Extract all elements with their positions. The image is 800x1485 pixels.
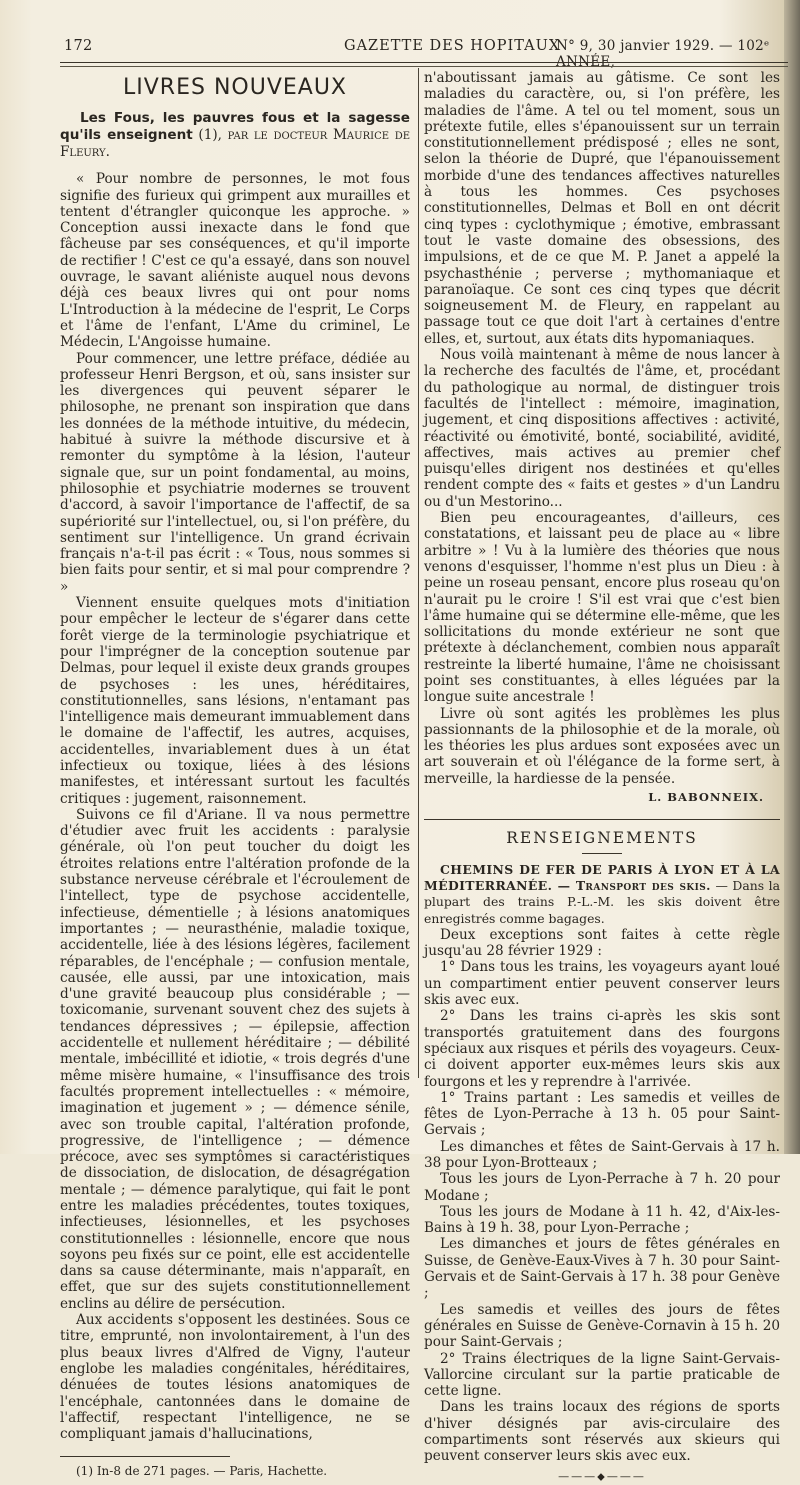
- header-rule-thin: [60, 66, 788, 67]
- notice-paragraph: Tous les jours de Modane à 11 h. 42, d'Aix-les-Bains à 19 h. 38, pour Lyon-Perrache ;: [424, 1203, 780, 1237]
- rail-heading: CHEMINS DE FER DE PARIS À LYON ET À LA MÉDITERRANÉE.: [424, 861, 780, 893]
- issue-line: N° 9, 30 janvier 1929. — 102ᵉ ANNÉE,: [556, 38, 770, 70]
- right-column: [424, 70, 780, 1485]
- rail-notice: [424, 862, 780, 927]
- page-number: 172: [64, 38, 93, 54]
- notice-paragraph: Tous les jours de Lyon-Perrache à 7 h. 20 pour Modane ;: [424, 1171, 780, 1204]
- review-paragraph: « Pour nombre de personnes, le mot fous signifie des furieux qui grimpent aux murailles et tentent d'étrangler quiconque les approche. » Conception aussi inexacte dans le fond que fâcheuse par ses conséquences, et qu'il importe de rectifier ! C'est ce qu'a essayé, dans son nouvel ouvrage, le savant aliéniste auquel nous devons déjà ces beaux livres qui ont pour noms L'Introduction à la médecine de l'esprit, Le Corps et l'âme de l'enfant, L'Ame du criminel, Le Médecin, L'Angoisse humaine.: [60, 171, 410, 351]
- rail-subheading: — Transport des skis.: [557, 877, 711, 893]
- rail-intro: — Dans la plupart des trains P.-L.-M. les skis doivent être enregistrés comme bagages.: [424, 877, 781, 926]
- review-paragraph: Livre où sont agités les problèmes les plus passionnants de la philosophie et de la morale, où les théories les plus ardues sont exposées avec un art souverain et où l'élégance de la forme sert, à merveille, la hardiesse de la pensée.: [424, 705, 780, 787]
- page-edge-shadow: [784, 0, 800, 1154]
- book-heading: [60, 110, 410, 161]
- review-paragraph: Viennent ensuite quelques mots d'initiation pour empêcher le lecteur de s'égarer dans cette forêt vierge de la terminologie psychiatrique et pour l'imprégner de la conception soutenue par Delmas, pour lequel il existe deux grands groupes de psychoses : les unes, héréditaires, constitutionnelles, sans lésions, n'entamant pas l'intelligence mais demeurant immuablement dans le domaine de l'affectif, les autres, acquises, accidentelles, invariablement dues à un état infectieux ou toxique, liées à des lésions manifestes, et intéressant surtout les facultés critiques : jugement, raisonnement.: [60, 595, 410, 807]
- review-paragraph: Nous voilà maintenant à même de nous lancer à la recherche des facultés de l'âme, et, procédant du pathologique au normal, de distinguer trois facultés de l'intellect : mémoire, imagination, jugement, et cinq dispositions affectives : activité, réactivité ou émotivité, bonté, sociabilité, avidité, affectives, mais actives au premier chef puisqu'elles dirigent nos destinées et qu'elles rendent compte des « faits et gestes » d'un Landru ou d'un Mestorino...: [424, 347, 780, 510]
- notice-paragraph: Les samedis et veilles des jours de fêtes générales en Suisse de Genève-Cornavin à 15 h. 20 pour Saint-Gervais ;: [424, 1301, 780, 1351]
- column-separator: [418, 68, 419, 1078]
- section-rule: [424, 819, 780, 820]
- review-signature: L. BABONNEIX.: [648, 790, 764, 805]
- notice-paragraph: 1° Trains partant : Les samedis et veilles de fêtes de Lyon-Perrache à 13 h. 05 pour Saint-Gervais ;: [424, 1089, 780, 1139]
- page-header: [44, 36, 788, 70]
- journal-title: GAZETTE DES HOPITAUX: [344, 38, 561, 54]
- review-paragraph: n'aboutissant jamais au gâtisme. Ce sont les maladies du caractère, ou, si l'on préfère, les maladies de l'âme. A tel ou tel moment, sous un prétexte futile, elles s'épanouissent sur un terrain constitutionnellement prédisposé ; elles ne sont, selon la théorie de Dupré, que l'épanouissement morbide d'une des tendances affectives naturelles à tous les hommes. Ces psychoses constitutionnelles, Delmas et Boll en ont décrit cinq types : cyclothymique ; émotive, embrassant tout le vaste domaine des obsessions, des impulsions, et de ce que M. P. Janet a appelé la psychasthénie ; perverse ; mythomaniaque et paranoïaque. Ce sont ces cinq types que décrit soigneusement M. de Fleury, en rappelant au passage tout ce que doit l'art à certaines d'entre elles, et, surtout, aux états dits hypomaniaques.: [424, 70, 780, 347]
- footnote-rule: [60, 1456, 230, 1457]
- title-underline: [582, 853, 622, 854]
- left-column: [60, 70, 410, 1480]
- review-paragraph: Pour commencer, une lettre préface, dédiée au professeur Henri Bergson, et où, sans insister sur les divergences qui peuvent séparer le philosophe, ne prenant son inspiration que dans les données de la méthode intuitive, du médecin, habitué à suivre la méthode discursive et à remonter du symptôme à la lésion, l'auteur signale que, sur un point fondamental, au moins, philosophie et psychiatrie modernes se trouvent d'accord, à savoir l'importance de l'affectif, de sa supériorité sur l'intellectuel, ou, si l'on préfère, du sentiment sur l'intelligence. Un grand écrivain français n'a-t-il pas écrit : « Tous, nous sommes si bien faits pour sentir, et si mal pour comprendre ? »: [60, 350, 410, 595]
- notice-paragraph: Les dimanches et jours de fêtes générales en Suisse, de Genève-Eaux-Vives à 7 h. 30 pour Saint-Gervais et de Saint-Gervais à 17 h. 38 pour Genève ;: [424, 1236, 780, 1302]
- footnote: (1) In-8 de 271 pages. — Paris, Hachette.: [76, 1464, 328, 1479]
- review-paragraph: Bien peu encourageantes, d'ailleurs, ces constatations, et laissant peu de place au « libre arbitre » ! Vu à la lumière des théories que nous venons d'esquisser, l'homme n'est plus un Dieu : à peine un roseau pensant, encore plus roseau qu'on n'aurait pu le croire ! S'il est vrai que c'est bien l'âme humaine qui se détermine elle-même, que les sollicitations du monde extérieur ne sont que prétexte à déclanchement, combien nous apparaît restreinte la liberté humaine, l'âme ne choisissant point ses constituantes, à elles léguées par la longue suite ancestrale !: [424, 510, 780, 706]
- review-paragraph: Suivons ce fil d'Ariane. Il va nous permettre d'étudier avec fruit les accidents : paralysie générale, où l'on peut toucher du doigt les étroites relations entre l'altération profonde de la substance nerveuse cérébrale et l'écroulement de l'intellect, type de psychose accidentelle, infectieuse, démentielle ; à lésions anatomiques importantes ; — neurasthénie, maladie toxique, accidentelle, liée à des lésions légères, facilement réparables, de l'encéphale ; — confusion mentale, causée, elle aussi, par une intoxication, mais d'une gravité beaucoup plus considérable ; — toxicomanie, survenant souvent chez des sujets à tendances dépressives ; — épilepsie, affection accidentelle et nullement héréditaire ; — débilité mentale, imbécillité et idiotie, « trois degrés d'une même misère humaine, « l'insuffisance des trois facultés proprement intellectuelles : « mémoire, imagination et jugement » ; — démence sénile, avec son trouble capital, l'altération profonde, progressive, de l'intelligence ; — démence précoce, avec ses symptômes si caractéristiques de dissociation, de dislocation, de désagrégation mentale ; — démence paralytique, qui fait le pont entre les maladies précédentes, toutes toxiques, infectieuses, lésionnelles, et les psychoses constitutionnelles : lésionnelle, encore que nous soyons peu fixés sur ce point, elle est accidentelle dans sa cause déterminante, mais n'apparaît, en effet, que sur des sujets constitutionnellement enclins au délire de persécution.: [60, 806, 410, 1312]
- section-title-renseignements: RENSEIGNEMENTS: [506, 829, 698, 848]
- book-title: Les Fous, les pauvres fous et la sagesse qu'ils enseignent: [60, 110, 410, 144]
- notice-paragraph: Deux exceptions sont faites à cette règle jusqu'au 28 février 1929 :: [424, 926, 780, 960]
- notice-paragraph: Dans les trains locaux des régions de sports d'hiver désignés par avis-circulaire des compartiments sont réservés aux skieurs qui peuvent conserver leurs skis avec eux.: [424, 1399, 780, 1465]
- notice-paragraph: Les dimanches et fêtes de Saint-Gervais à 17 h. 38 pour Lyon-Brotteaux ;: [424, 1138, 780, 1171]
- notice-paragraph: 2° Trains électriques de la ligne Saint-Gervais-Vallorcine circulant sur la partie praticable de cette ligne.: [424, 1350, 780, 1400]
- header-rule: [60, 62, 788, 63]
- end-ornament: ———⬥———: [558, 1469, 646, 1483]
- section-title-livres-nouveaux: LIVRES NOUVEAUX: [123, 75, 347, 100]
- book-ref: (1), par le docteur: [192, 127, 334, 144]
- book-author: Maurice de Fleury.: [60, 127, 411, 161]
- notice-paragraph: 2° Dans les trains ci-après les skis sont transportés gratuitement dans des fourgons spéciaux aux risques et périls des voyageurs. Ceux-ci doivent apporter eux-mêmes leurs skis aux fourgons et les y reprendre à l'arrivée.: [424, 1008, 780, 1090]
- notice-paragraph: 1° Dans tous les trains, les voyageurs ayant loué un compartiment entier peuvent conserver leurs skis avec eux.: [424, 959, 780, 1009]
- review-paragraph: Aux accidents s'opposent les destinées. Sous ce titre, emprunté, non involontairement, à l'un des plus beaux livres d'Alfred de Vigny, l'auteur englobe les maladies congénitales, héréditaires, dénuées de toutes lésions anatomiques de l'encéphale, cantonnées dans le domaine de l'affectif, respectant l'intelligence, ne se compliquant jamais d'hallucinations,: [60, 1312, 410, 1443]
